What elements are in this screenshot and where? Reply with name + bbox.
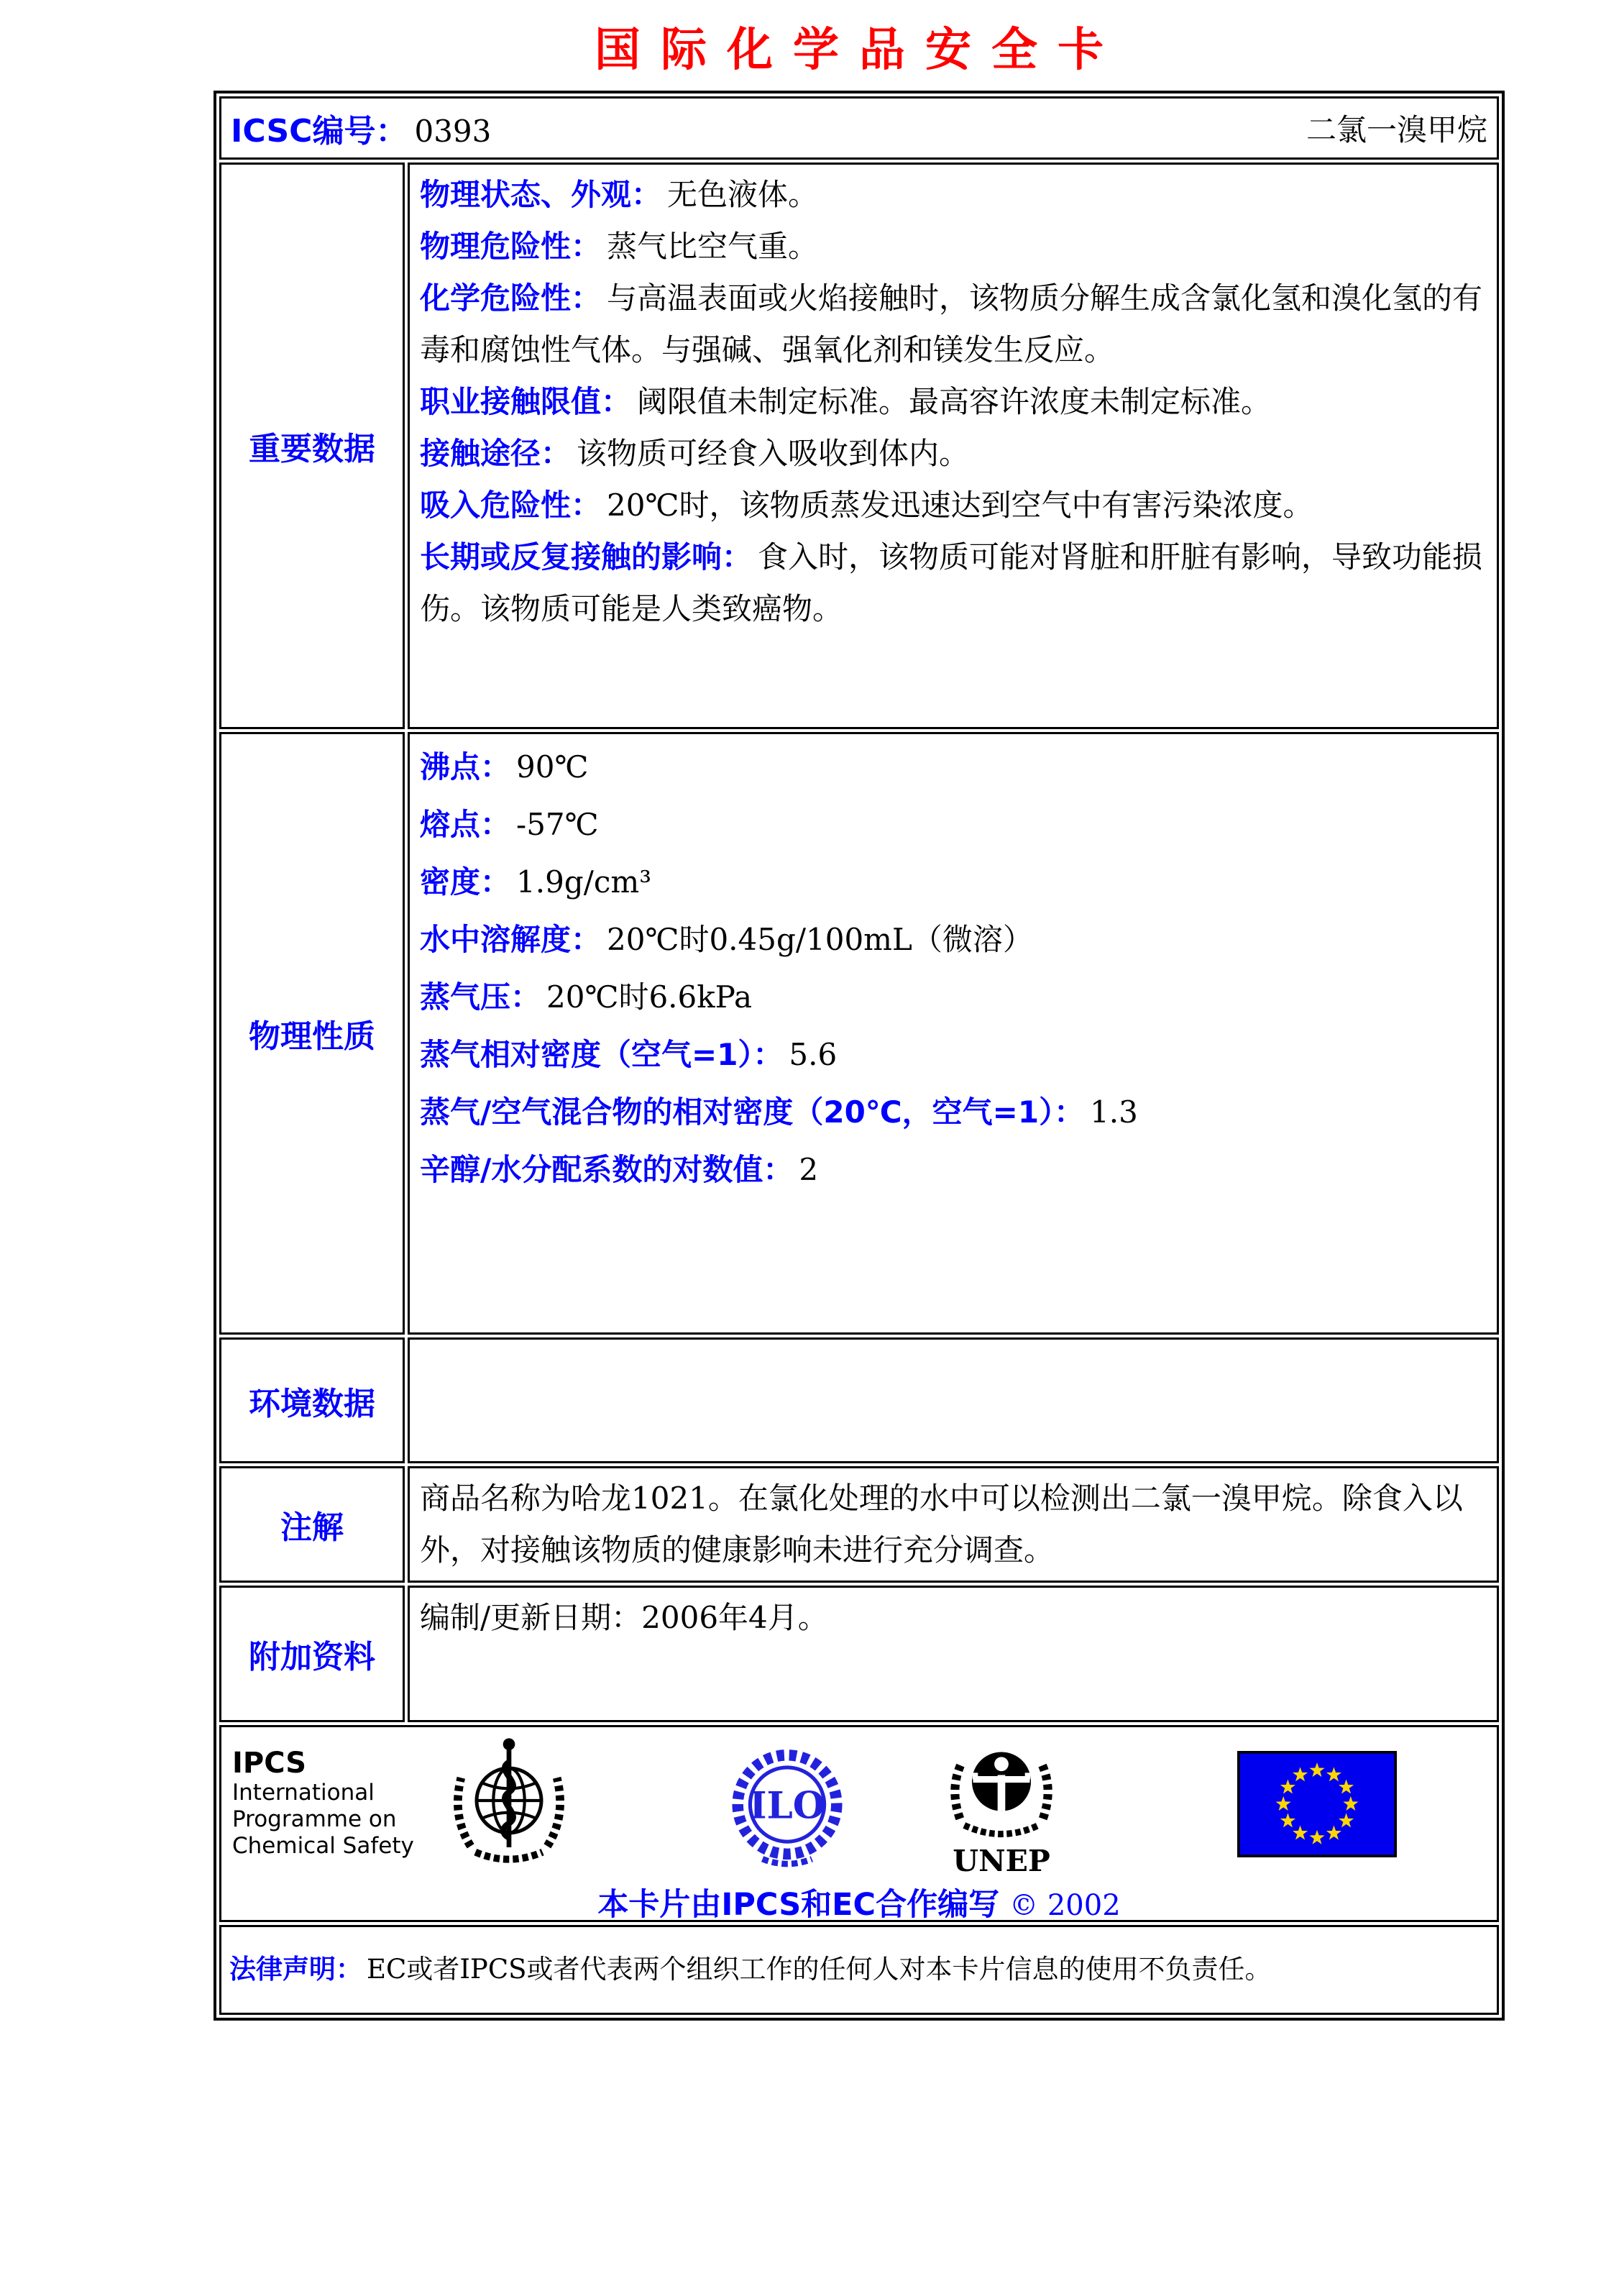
physical-properties-label: 物理性质 <box>219 732 405 1335</box>
ipcs-line-1: International <box>232 1780 375 1806</box>
who-logo-icon <box>449 1732 569 1876</box>
additional-info-row <box>219 1586 1499 1722</box>
property-label: 熔点： <box>420 807 511 842</box>
page-title: 国际化学品安全卡 <box>595 23 1124 77</box>
ilo-letters: ILO <box>749 1784 825 1828</box>
property-item <box>420 169 1487 221</box>
ipcs-line-2: Programme on <box>232 1806 397 1833</box>
notes-row <box>219 1466 1499 1583</box>
credit-line <box>222 1880 1496 1922</box>
property-value: 该物质可经食入吸收到体内。 <box>577 436 970 471</box>
important-data-items <box>420 169 1487 635</box>
property-item <box>420 531 1487 635</box>
property-item <box>420 854 1487 911</box>
property-label: 沸点： <box>420 749 511 785</box>
property-label: 蒸气/空气混合物的相对密度（20℃，空气=1）： <box>420 1094 1085 1130</box>
notes-text: 商品名称为哈龙1021。在氯化处理的水中可以检测出二氯一溴甲烷。除食入以外，对接触该物质的健康影响未进行充分调查。 <box>420 1481 1463 1568</box>
legal-label: 法律声明： <box>229 1954 362 1985</box>
property-label: 蒸气压： <box>420 979 541 1015</box>
notes-label: 注解 <box>219 1466 405 1583</box>
property-item <box>420 273 1487 376</box>
icsc-card <box>214 0 1505 2021</box>
property-value: 1.9g/cm³ <box>516 864 652 900</box>
eu-flag-icon <box>1237 1751 1397 1857</box>
ipcs-text-block <box>232 1747 414 1860</box>
legal-text: EC或者IPCS或者代表两个组织工作的任何人对本卡片信息的使用不负责任。 <box>367 1954 1272 1985</box>
property-label: 吸入危险性： <box>420 488 602 523</box>
copyright-text: © 2002 <box>1009 1889 1121 1922</box>
property-label: 长期或反复接触的影响： <box>420 539 753 575</box>
property-label: 物理危险性： <box>420 229 602 264</box>
icsc-number-group <box>231 105 491 151</box>
icsc-number-value: 0393 <box>414 114 492 149</box>
header-row <box>219 96 1499 160</box>
header-cell <box>219 96 1499 160</box>
property-label: 密度： <box>420 864 511 900</box>
property-item <box>420 738 1487 796</box>
property-item <box>420 911 1487 969</box>
property-item <box>420 1026 1487 1084</box>
logos-cell <box>219 1725 1499 1922</box>
property-item <box>420 221 1487 273</box>
physical-properties-row <box>219 732 1499 1335</box>
ipcs-acronym: IPCS <box>232 1747 307 1780</box>
property-value: 20℃时6.6kPa <box>546 979 753 1015</box>
environmental-data-row <box>219 1337 1499 1463</box>
property-value: -57℃ <box>516 807 599 842</box>
property-item <box>420 1141 1487 1199</box>
property-item <box>420 480 1487 531</box>
icsc-table <box>214 91 1505 2021</box>
credit-text: 本卡片由IPCS和EC合作编写 <box>597 1887 1000 1922</box>
environmental-data-content <box>408 1337 1499 1463</box>
property-label: 蒸气相对密度（空气=1）： <box>420 1037 784 1072</box>
important-data-row <box>219 163 1499 729</box>
property-label: 水中溶解度： <box>420 922 602 957</box>
physical-properties-content <box>408 732 1499 1335</box>
chemical-name: 二氯一溴甲烷 <box>1306 112 1487 147</box>
property-value: 蒸气比空气重。 <box>607 229 819 264</box>
property-label: 物理状态、外观： <box>420 177 662 212</box>
property-label: 辛醇/水分配系数的对数值： <box>420 1152 794 1187</box>
property-value: 无色液体。 <box>667 177 819 212</box>
property-value: 20℃时，该物质蒸发迅速达到空气中有害污染浓度。 <box>607 488 1313 523</box>
unep-letters: UNEP <box>953 1843 1050 1879</box>
property-label: 职业接触限值： <box>420 384 632 419</box>
important-data-content <box>408 163 1499 729</box>
physical-properties-items <box>420 738 1487 1199</box>
logos-row <box>219 1725 1499 1922</box>
legal-row <box>219 1925 1499 2015</box>
property-item <box>420 428 1487 480</box>
notes-content <box>408 1466 1499 1583</box>
property-value: 20℃时0.45g/100mL（微溶） <box>607 922 1033 957</box>
property-label: 化学危险性： <box>420 280 602 316</box>
ilo-logo-icon <box>725 1738 849 1876</box>
ipcs-line-3: Chemical Safety <box>232 1833 414 1860</box>
property-value: 1.3 <box>1090 1094 1138 1130</box>
environmental-data-label: 环境数据 <box>219 1337 405 1463</box>
additional-info-content <box>408 1586 1499 1722</box>
legal-cell <box>219 1925 1499 2015</box>
property-item <box>420 969 1487 1026</box>
property-item <box>420 1084 1487 1141</box>
property-value: 阈限值未制定标准。最高容许浓度未制定标准。 <box>637 384 1272 419</box>
important-data-label: 重要数据 <box>219 163 405 729</box>
property-label: 接触途径： <box>420 436 572 471</box>
property-item <box>420 376 1487 428</box>
additional-info-label: 附加资料 <box>219 1586 405 1722</box>
property-value: 90℃ <box>516 749 589 785</box>
property-value: 与高温表面或火焰接触时，该物质分解生成含氯化氢和溴化氢的有毒和腐蚀性气体。与强碱、强氧化剂和镁发生反应。 <box>420 280 1483 367</box>
property-item <box>420 796 1487 854</box>
additional-info-text: 编制/更新日期：2006年4月。 <box>420 1600 828 1635</box>
icsc-number-label: ICSC编号： <box>231 113 408 150</box>
unep-logo-icon <box>947 1731 1056 1880</box>
property-value: 2 <box>799 1152 819 1187</box>
property-value: 食入时，该物质可能对肾脏和肝脏有影响，导致功能损伤。该物质可能是人类致癌物。 <box>420 539 1483 626</box>
property-value: 5.6 <box>789 1037 838 1072</box>
